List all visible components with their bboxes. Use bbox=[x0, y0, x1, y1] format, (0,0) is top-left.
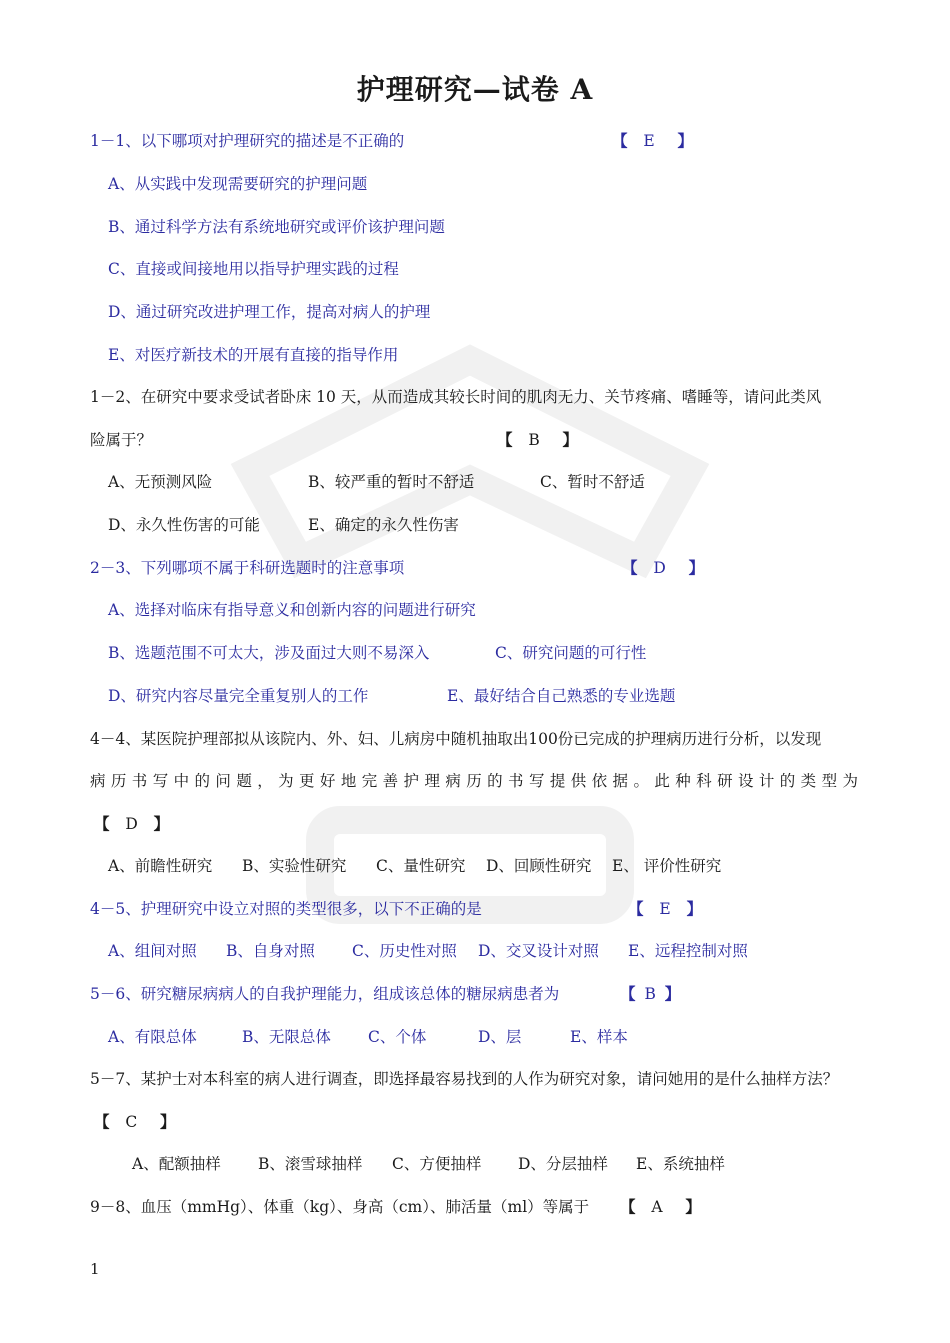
question-2-stem-line2: 险属于？ bbox=[90, 431, 153, 449]
question-4-option-d: D、回顾性研究 bbox=[486, 857, 592, 875]
question-4-option-e: E、 评价性研究 bbox=[612, 857, 722, 875]
question-3-option-b: B、选题范围不可太大，涉及面过大则不易深入 bbox=[108, 644, 430, 662]
question-6-answer: 【 B 】 bbox=[620, 984, 683, 1003]
question-2-answer: 【 B 】 bbox=[497, 430, 581, 449]
question-2-stem-line1: 1－2、在研究中要求受试者卧床 10 天，从而造成其较长时间的肌肉无力、关节疼痛、嗜睡等，请问此类风 bbox=[90, 388, 822, 406]
question-1-option-a: A、从实践中发现需要研究的护理问题 bbox=[108, 175, 368, 193]
question-1-option-c: C、直接或间接地用以指导护理实践的过程 bbox=[108, 260, 399, 278]
question-2-option-b: B、较严重的暂时不舒适 bbox=[308, 473, 475, 491]
question-4-stem-line2: 病历书写中的问题，为更好地完善护理病历的书写提供依据。此种科研设计的类型为 bbox=[90, 772, 858, 790]
question-7-option-b: B、滚雪球抽样 bbox=[258, 1155, 363, 1173]
question-6-stem: 5－6、研究糖尿病病人的自我护理能力，组成该总体的糖尿病患者为 bbox=[90, 985, 560, 1003]
question-7-stem: 5－7、某护士对本科室的病人进行调查，即选择最容易找到的人作为研究对象，请问她用的是什么抽样方法？ bbox=[90, 1070, 839, 1088]
page-title: 护理研究—试卷 A bbox=[356, 73, 594, 106]
question-3-option-e: E、最好结合自己熟悉的专业选题 bbox=[447, 687, 676, 705]
question-5-option-d: D、交叉设计对照 bbox=[478, 942, 599, 960]
question-7-answer: 【 C 】 bbox=[94, 1112, 178, 1131]
question-1-option-e: E、对医疗新技术的开展有直接的指导作用 bbox=[108, 346, 399, 364]
question-4-stem-line1: 4－4、某医院护理部拟从该院内、外、妇、儿病房中随机抽取出100份已完成的护理病历进行分析，以发现 bbox=[90, 730, 822, 748]
question-1-option-b: B、通过科学方法有系统地研究或评价该护理问题 bbox=[108, 218, 445, 236]
question-5-option-a: A、组间对照 bbox=[108, 942, 197, 960]
question-5-option-e: E、远程控制对照 bbox=[628, 942, 748, 960]
question-6-option-e: E、样本 bbox=[570, 1028, 628, 1046]
question-4-answer: 【 D 】 bbox=[94, 814, 172, 833]
question-5-stem: 4－5、护理研究中设立对照的类型很多，以下不正确的是 bbox=[90, 900, 482, 918]
question-3-option-d: D、研究内容尽量完全重复别人的工作 bbox=[108, 687, 369, 705]
question-2-option-c: C、暂时不舒适 bbox=[540, 473, 645, 491]
question-6-option-d: D、层 bbox=[478, 1028, 522, 1046]
question-4-option-a: A、前瞻性研究 bbox=[108, 857, 213, 875]
question-3-stem: 2－3、下列哪项不属于科研选题时的注意事项 bbox=[90, 559, 405, 577]
question-7-option-a: A、配额抽样 bbox=[132, 1155, 221, 1173]
question-3-option-c: C、研究问题的可行性 bbox=[495, 644, 647, 662]
question-4-option-b: B、实验性研究 bbox=[242, 857, 347, 875]
question-3-option-a: A、选择对临床有指导意义和创新内容的问题进行研究 bbox=[108, 601, 476, 619]
question-2-option-a: A、无预测风险 bbox=[108, 473, 213, 491]
question-6-option-c: C、个体 bbox=[368, 1028, 427, 1046]
page-number: 1 bbox=[90, 1260, 100, 1278]
question-7-option-c: C、方便抽样 bbox=[392, 1155, 482, 1173]
question-4-option-c: C、量性研究 bbox=[376, 857, 466, 875]
question-8-answer: 【 A 】 bbox=[620, 1197, 703, 1216]
question-2-option-d: D、永久性伤害的可能 bbox=[108, 516, 260, 534]
question-3-answer: 【 D 】 bbox=[622, 558, 707, 577]
question-2-option-e: E、确定的永久性伤害 bbox=[308, 516, 459, 534]
question-1-answer: 【 E 】 bbox=[612, 131, 695, 150]
question-7-option-e: E、系统抽样 bbox=[636, 1155, 725, 1173]
question-5-option-b: B、自身对照 bbox=[226, 942, 315, 960]
question-7-option-d: D、分层抽样 bbox=[518, 1155, 608, 1173]
question-1-stem: 1－1、以下哪项对护理研究的描述是不正确的 bbox=[90, 132, 405, 150]
question-5-option-c: C、历史性对照 bbox=[352, 942, 457, 960]
question-6-option-b: B、无限总体 bbox=[242, 1028, 331, 1046]
question-8-stem: 9－8、血压（mmHg）、体重（kg）、身高（cm）、肺活量（ml）等属于 bbox=[90, 1198, 590, 1216]
question-6-option-a: A、有限总体 bbox=[108, 1028, 197, 1046]
question-5-answer: 【 E 】 bbox=[628, 899, 705, 918]
question-1-option-d: D、通过研究改进护理工作，提高对病人的护理 bbox=[108, 303, 431, 321]
